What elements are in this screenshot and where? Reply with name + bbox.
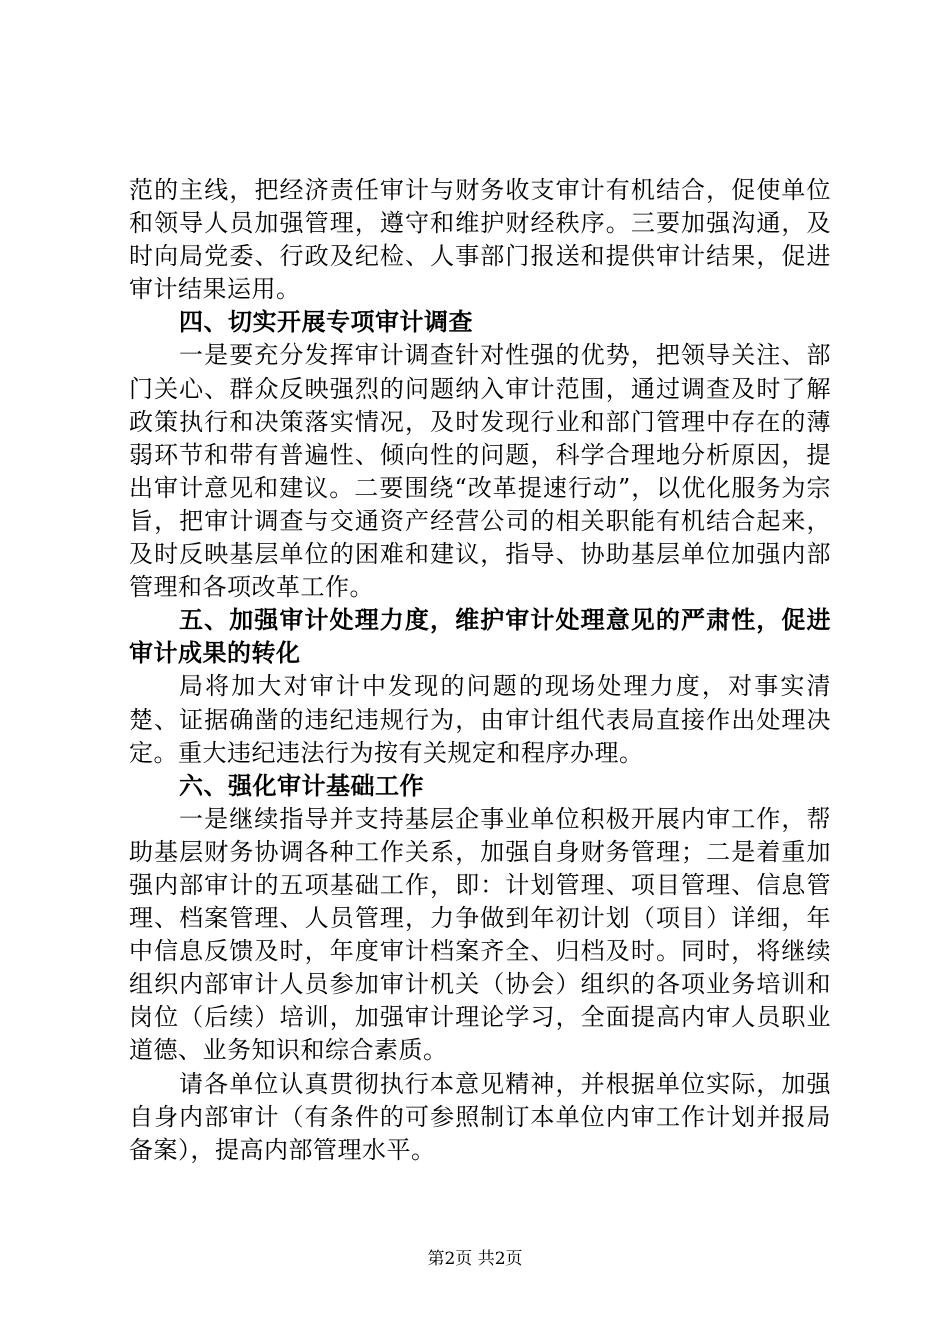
paragraph-closing: 请各单位认真贯彻执行本意见精神，并根据单位实际，加强自身内部审计（有条件的可参照制订本单位内审工作计划并报局备案），提高内部管理水平。: [129, 1069, 831, 1164]
section-heading-5: 五、加强审计处理力度，维护审计处理意见的严肃性，促进审计成果的转化: [129, 606, 831, 668]
section-heading-4: 四、切实开展专项审计调查: [179, 308, 473, 337]
paragraph-section-6: 一是继续指导并支持基层企事业单位积极开展内审工作，帮助基层财务协调各种工作关系，加强自身财务管理；二是着重加强内部审计的五项基础工作，即：计划管理、项目管理、信息管理、档案管理、人员管理，力争做到年初计划（项目）详细，年中信息反馈及时，年度审计档案齐全、归档及时。同时，将继续组织内部审计人员参加审计机关（协会）组织的各项业务培训和岗位（后续）培训，加强审计理论学习，全面提高内审人员职业道德、业务知识和综合素质。: [129, 804, 831, 1065]
page-number-footer: 第2页 共2页: [427, 1249, 523, 1269]
paragraph-continuation: 范的主线，把经济责任审计与财务收支审计有机结合，促使单位和领导人员加强管理，遵守和维护财经秩序。三要加强沟通，及时向局党委、行政及纪检、人事部门报送和提供审计结果，促进审计结果运用。: [129, 176, 831, 304]
section-heading-6: 六、强化审计基础工作: [179, 771, 424, 800]
document-body: [129, 174, 831, 1167]
paragraph-section-4: 一是要充分发挥审计调查针对性强的优势，把领导关注、部门关心、群众反映强烈的问题纳入审计范围，通过调查及时了解政策执行和决策落实情况，及时发现行业和部门管理中存在的薄弱环节和带有普遍性、倾向性的问题，科学合理地分析原因，提出审计意见和建议。二要围绕“改革提速行动”，以优化服务为宗旨，把审计调查与交通资产经营公司的相关职能有机结合起来，及时反映基层单位的困难和建议，指导、协助基层单位加强内部管理和各项改革工作。: [129, 341, 831, 602]
paragraph-section-5: 局将加大对审计中发现的问题的现场处理力度，对事实清楚、证据确凿的违纪违规行为，由审计组代表局直接作出处理决定。重大违纪违法行为按有关规定和程序办理。: [129, 672, 831, 767]
